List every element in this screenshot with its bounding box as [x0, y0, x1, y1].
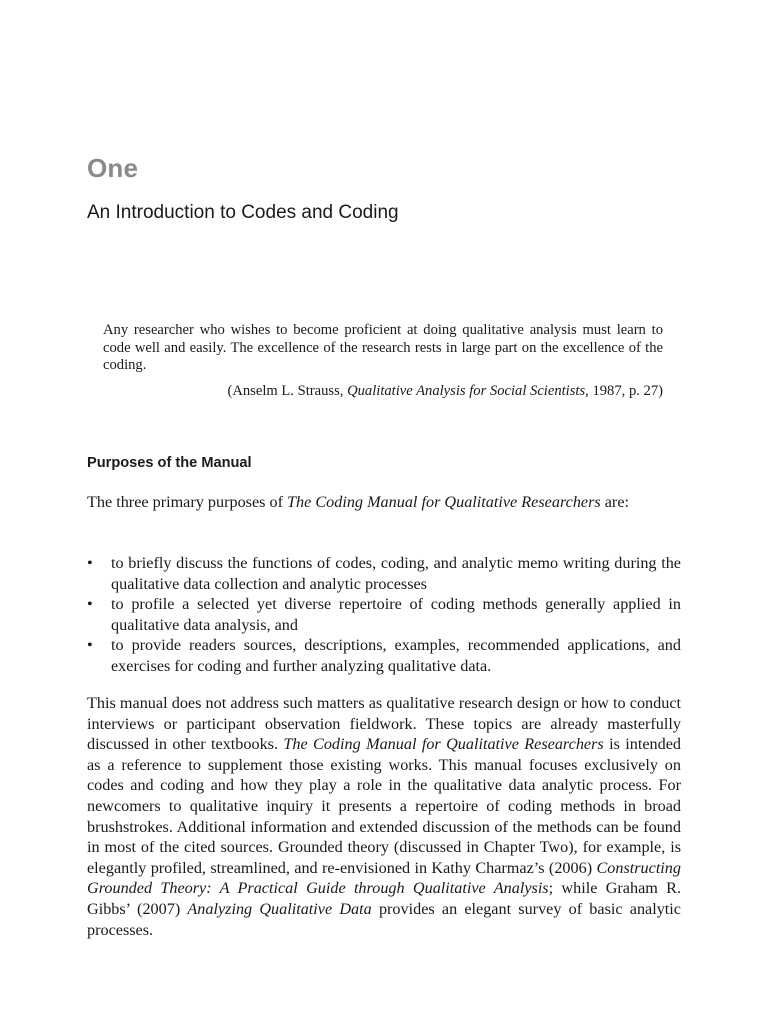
paragraph-book-title: Constructing Grounded Theory: A Practical Guide through Qualitative Analysis	[87, 858, 681, 898]
section-heading: Purposes of the Manual	[87, 455, 252, 471]
list-item	[87, 594, 681, 635]
list-item	[87, 635, 681, 676]
citation-book-title: Qualitative Analysis for Social Scientists	[347, 383, 586, 399]
list-item-text: to briefly discuss the functions of codes, coding, and analytic memo writing during the qualitative data collection and analytic processes	[111, 554, 681, 593]
chapter-number: One	[87, 153, 139, 183]
body-paragraph	[87, 693, 681, 940]
bullet-icon: •	[87, 636, 93, 655]
epigraph-quote: Any researcher who wishes to become proficient at doing qualitative analysis must learn to code well and easily. The excellence of the research rests in large part on the excellence of the coding.	[103, 322, 663, 373]
list-item-text: to provide readers sources, descriptions, examples, recommended applications, and exercises for coding and further analyzing qualitative data.	[111, 636, 681, 675]
list-item-text: to profile a selected yet diverse repertoire of coding methods generally applied in qualitative data analysis, and	[111, 595, 681, 634]
citation-suffix: , 1987, p. 27)	[585, 383, 663, 399]
epigraph-citation	[103, 383, 663, 401]
intro-sentence	[87, 492, 681, 513]
chapter-title: An Introduction to Codes and Coding	[87, 202, 399, 223]
paragraph-text: is intended as a reference to supplement those existing works. This manual focuses exclusively on codes and coding and how they play a role in the qualitative data analytic process. For newcomers to qualitative inquiry it presents a repertoire of coding methods in broad brushstrokes. Additional information and extended discussion of the methods can be found in most of the cited sources. Grounded theory (discussed in Chapter Two), for example, is elegantly profiled, streamlined, and re-envisioned in Kathy Charmaz’s (2006)	[87, 735, 681, 877]
paragraph-text: provides an elegant survey of basic analytic processes.	[87, 899, 681, 939]
bullet-icon: •	[87, 595, 93, 614]
paragraph-text: This manual does not address such matters as qualitative research design or how to conduct interviews or participant observation fieldwork. These topics are already masterfully discussed in other textbooks.	[87, 694, 681, 754]
purpose-list	[87, 553, 681, 677]
intro-prefix: The three primary purposes of	[87, 493, 288, 511]
intro-suffix: are:	[600, 493, 630, 511]
bullet-icon: •	[87, 554, 93, 572]
paragraph-text: ; while Graham R. Gibbs’ (2007)	[87, 879, 681, 918]
paragraph-book-title: Analyzing Qualitative Data	[187, 899, 372, 918]
paragraph-book-title: The Coding Manual for Qualitative Researchers	[283, 735, 604, 754]
list-item	[87, 553, 681, 594]
intro-book-title: The Coding Manual for Qualitative Researchers	[287, 493, 601, 511]
citation-prefix: (Anselm L. Strauss,	[227, 383, 348, 399]
